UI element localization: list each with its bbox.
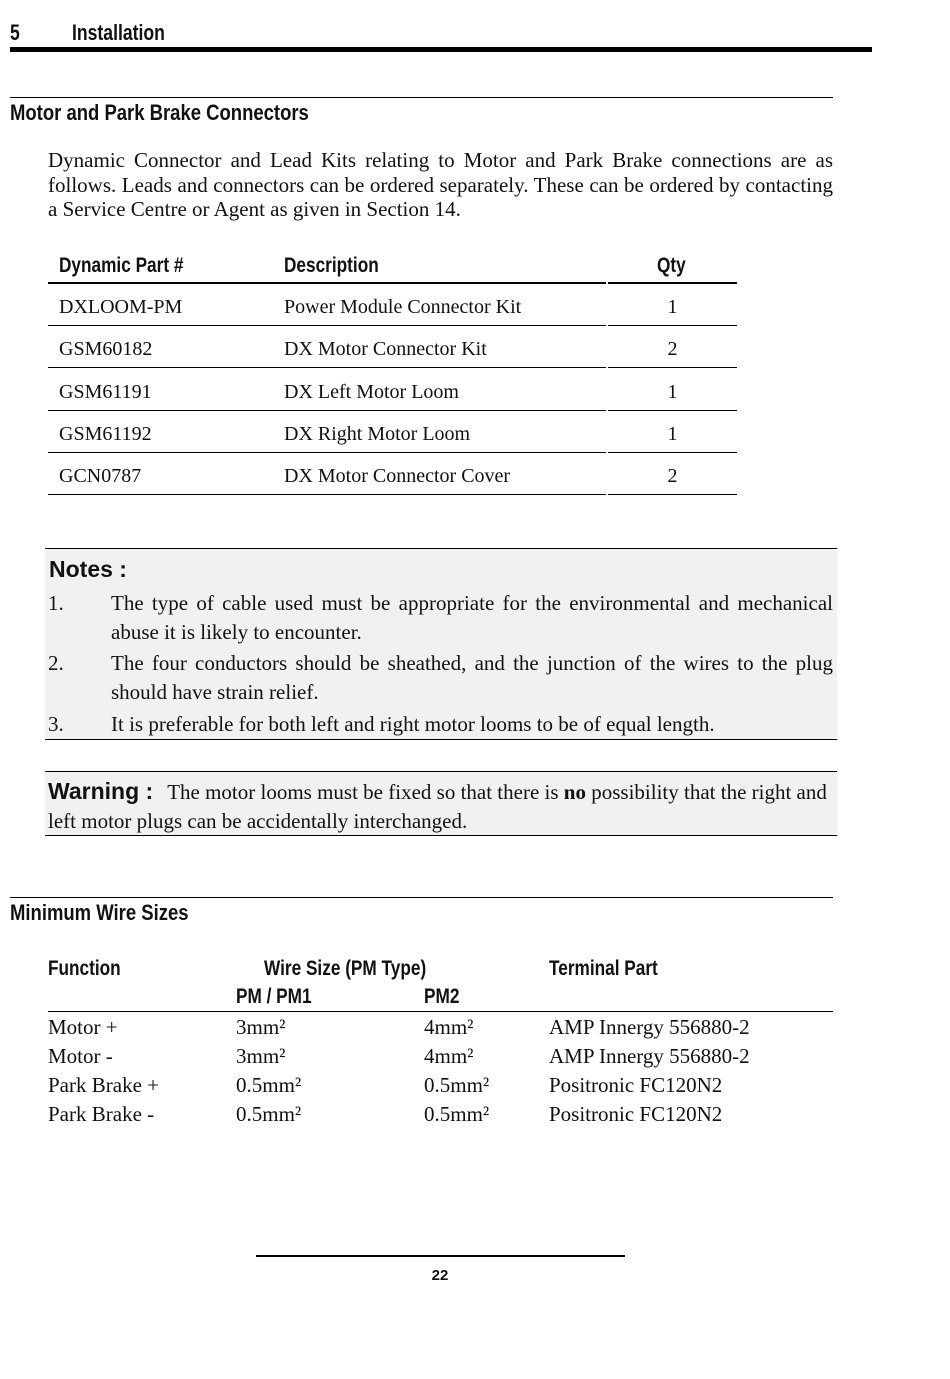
footer-rule [256,1255,625,1257]
table-row [48,369,737,411]
wire-function: Park Brake - [48,1102,155,1126]
notes-box [45,548,837,740]
wire-size-pm2: 0.5mm² [424,1073,490,1097]
list-item [48,589,833,647]
terminal-part: Positronic FC120N2 [549,1102,723,1126]
col-header-description: Description [284,254,379,277]
part-number: GSM60182 [59,338,153,360]
part-description: DX Motor Connector Kit [284,338,487,360]
terminal-part: Positronic FC120N2 [549,1073,723,1097]
part-qty: 1 [667,381,678,403]
part-number: GSM61191 [59,381,152,403]
table-row [48,1073,833,1102]
col-header-qty: Qty [657,254,686,277]
section-rule [10,897,833,898]
col-header-function: Function [48,957,121,980]
subheader-pm2: PM2 [424,985,460,1008]
table-row [48,326,737,368]
section-rule [10,97,833,98]
part-qty: 1 [667,423,678,445]
header-rule [10,47,872,52]
part-qty: 2 [667,465,678,487]
wire-size-pm2: 4mm² [424,1015,474,1039]
warning-emphasis: no [563,780,586,804]
wire-function: Motor - [48,1044,113,1068]
intro-paragraph: Dynamic Connector and Lead Kits relating to Motor and Park Brake connections are as follows. Leads and connectors can be ordered separately. These can be ordered by contacting a Service Centre or Agent as given in Section 14. [48,148,833,221]
list-item [48,710,833,739]
wire-size-table [48,955,833,1135]
wire-size-pm1: 0.5mm² [236,1102,302,1126]
part-description: DX Right Motor Loom [284,423,471,445]
warning-label: Warning : [48,778,154,804]
notes-heading: Notes : [49,556,127,582]
wire-size-pm2: 4mm² [424,1044,474,1068]
col-header-terminal: Terminal Part [549,957,658,980]
warning-box [45,771,837,836]
section-title-connectors: Motor and Park Brake Connectors [10,100,309,125]
list-item [48,649,833,707]
note-number: 2. [48,651,64,675]
note-text: The four conductors should be sheathed, and the junction of the wires to the plug should have strain relief. [111,651,833,704]
wire-size-pm1: 3mm² [236,1015,286,1039]
table-row [48,1015,833,1044]
table-row [48,453,737,495]
table-row [48,1102,833,1131]
page-number: 22 [431,1267,449,1284]
warning-text [48,777,833,836]
note-number: 1. [48,591,64,615]
wire-function: Motor + [48,1015,118,1039]
part-qty: 1 [667,296,678,318]
part-qty: 2 [667,338,678,360]
warning-text-before: The motor looms must be fixed so that there is [167,780,564,804]
header-section-title: Installation [72,20,165,45]
note-text: It is preferable for both left and right motor looms to be of equal length. [111,712,715,736]
header-underline [48,1011,833,1012]
header-section-number: 5 [10,20,20,45]
note-number: 3. [48,712,64,736]
table-row [48,284,737,326]
terminal-part: AMP Innergy 556880-2 [549,1015,750,1039]
warning-text-after: possibility that the right and left motor plugs can be accidentally interchanged. [48,780,827,833]
wire-size-pm1: 0.5mm² [236,1073,302,1097]
part-number: GSM61192 [59,423,152,445]
part-description: Power Module Connector Kit [284,296,522,318]
running-header [10,18,872,52]
col-header-part: Dynamic Part # [59,254,184,277]
wire-size-pm1: 3mm² [236,1044,286,1068]
table-row [48,1044,833,1073]
part-number: GCN0787 [59,465,142,487]
table-row [48,411,737,453]
wire-function: Park Brake + [48,1073,159,1097]
col-header-wire-size: Wire Size (PM Type) [264,957,427,980]
part-description: DX Left Motor Loom [284,381,459,403]
part-description: DX Motor Connector Cover [284,465,511,487]
terminal-part: AMP Innergy 556880-2 [549,1044,750,1068]
part-number: DXLOOM-PM [59,296,183,318]
note-text: The type of cable used must be appropriate for the environmental and mechanical abuse it is likely to encounter. [111,591,833,644]
section-title-wire-sizes: Minimum Wire Sizes [10,900,189,925]
subheader-pm1: PM / PM1 [236,985,312,1008]
wire-size-pm2: 0.5mm² [424,1102,490,1126]
